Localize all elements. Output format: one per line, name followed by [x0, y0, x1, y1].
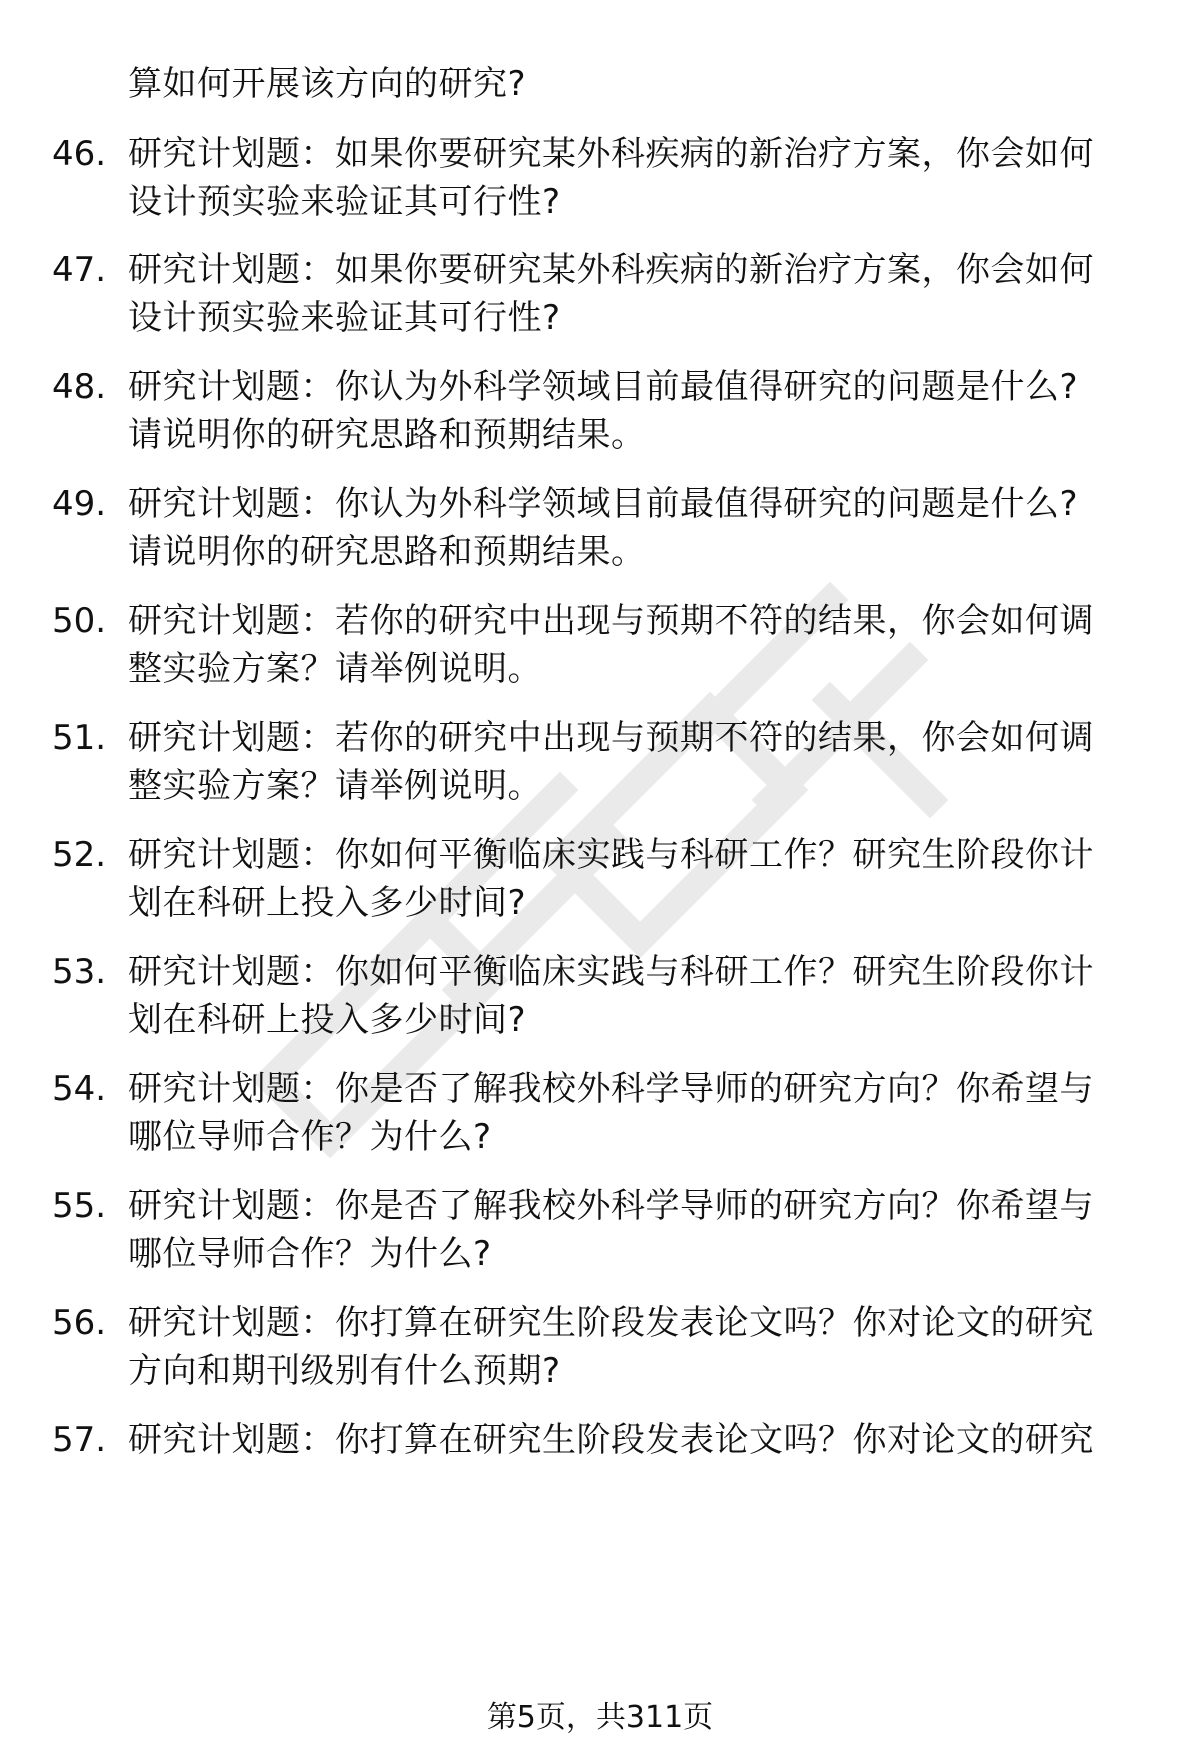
item-text-line1: 研究计划题：你如何平衡临床实践与科研工作？研究生阶段你计 [128, 835, 1094, 875]
item-text-line2: 划在科研上投入多少时间? [128, 883, 527, 923]
list-item [0, 246, 1200, 342]
list-item [0, 597, 1200, 693]
item-number: 54. [52, 1069, 107, 1109]
item-number: 50. [52, 601, 107, 641]
list-item [0, 1299, 1200, 1395]
item-text-line1: 研究计划题：如果你要研究某外科疾病的新治疗方案，你会如何 [128, 250, 1094, 290]
item-text-line2: 哪位导师合作？为什么? [128, 1117, 492, 1157]
item-number: 57. [52, 1420, 107, 1460]
item-text-line2: 请说明你的研究思路和预期结果。 [128, 415, 646, 455]
item-text-line2: 哪位导师合作？为什么? [128, 1234, 492, 1274]
item-text-line1: 研究计划题：你认为外科学领域目前最值得研究的问题是什么? [128, 484, 1079, 524]
item-text-line1: 研究计划题：若你的研究中出现与预期不符的结果，你会如何调 [128, 601, 1094, 641]
item-text-line1: 研究计划题：你是否了解我校外科学导师的研究方向？你希望与 [128, 1069, 1094, 1109]
item-number: 49. [52, 484, 107, 524]
page-number-footer: 第5页，共311页 [486, 1700, 714, 1735]
item-number: 47. [52, 250, 107, 290]
item-text-line2: 划在科研上投入多少时间? [128, 1000, 527, 1040]
item-text-line2: 请说明你的研究思路和预期结果。 [128, 532, 646, 572]
list-item [0, 1182, 1200, 1278]
item-text-line1: 研究计划题：你打算在研究生阶段发表论文吗？你对论文的研究 [128, 1303, 1094, 1343]
item-number: 53. [52, 952, 107, 992]
item-number: 56. [52, 1303, 107, 1343]
item-text-line2: 方向和期刊级别有什么预期? [128, 1351, 561, 1391]
item-text-line1: 研究计划题：你如何平衡临床实践与科研工作？研究生阶段你计 [128, 952, 1094, 992]
item-text-line2: 整实验方案？请举例说明。 [128, 649, 542, 689]
item-text-line1: 研究计划题：你是否了解我校外科学导师的研究方向？你希望与 [128, 1186, 1094, 1226]
continuation-text: 算如何开展该方向的研究? [128, 64, 527, 104]
item-number: 55. [52, 1186, 107, 1226]
item-text-line1: 研究计划题：如果你要研究某外科疾病的新治疗方案，你会如何 [128, 134, 1094, 174]
list-item [0, 948, 1200, 1044]
item-text-line2: 设计预实验来验证其可行性? [128, 182, 561, 222]
list-item [0, 363, 1200, 459]
list-item [0, 1065, 1200, 1161]
list-item [0, 130, 1200, 226]
item-number: 46. [52, 134, 107, 174]
item-number: 48. [52, 367, 107, 407]
item-text-line1: 研究计划题：你认为外科学领域目前最值得研究的问题是什么? [128, 367, 1079, 407]
list-item [0, 714, 1200, 810]
item-number: 51. [52, 718, 107, 758]
item-text-line1: 研究计划题：你打算在研究生阶段发表论文吗？你对论文的研究 [128, 1420, 1094, 1460]
item-text-line2: 设计预实验来验证其可行性? [128, 298, 561, 338]
item-text-line1: 研究计划题：若你的研究中出现与预期不符的结果，你会如何调 [128, 718, 1094, 758]
list-item [0, 480, 1200, 576]
list-item [0, 831, 1200, 927]
item-number: 52. [52, 835, 107, 875]
list-item [0, 1416, 1200, 1512]
item-text-line2: 整实验方案？请举例说明。 [128, 766, 542, 806]
